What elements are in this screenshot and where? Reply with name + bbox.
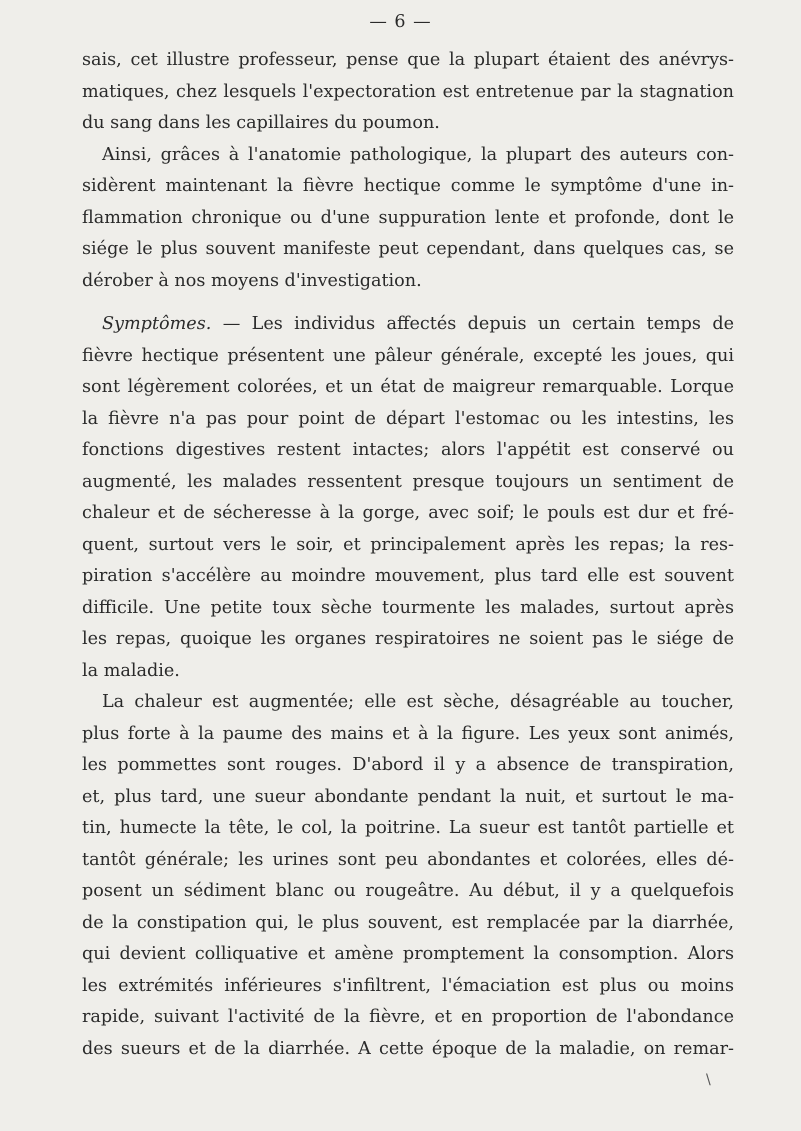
text-line: la maladie.	[82, 660, 180, 681]
text-line: dérober à nos moyens d'investigation.	[82, 270, 422, 291]
paragraph	[82, 45, 734, 140]
text-line: difficile. Une petite toux sèche tourmente les malades, surtout après	[82, 597, 734, 618]
text-line: rapide, suivant l'activité de la fièvre, et en proportion de l'abondance	[82, 1007, 734, 1027]
page-number: — 6 —	[369, 12, 432, 32]
paragraph	[82, 687, 734, 1065]
text-line: les repas, quoique les organes respiratoires ne soient pas le siége de	[82, 629, 734, 649]
text-line: siége le plus souvent manifeste peut cependant, dans quelques cas, se	[82, 239, 734, 259]
text-line: sais, cet illustre professeur, pense que la plupart étaient des anévrys-	[82, 50, 734, 70]
text-line: flammation chronique ou d'une suppuration lente et profonde, dont le	[82, 207, 734, 228]
text-line: les pommettes sont rouges. D'abord il y a absence de transpiration,	[82, 755, 734, 775]
text-line-rest: — Les individus affectés depuis un certain temps de	[211, 314, 734, 334]
text-line: fonctions digestives restent intactes; alors l'appétit est conservé ou	[82, 440, 734, 460]
text-line: augmenté, les malades ressentent presque toujours un sentiment de	[82, 471, 734, 492]
text-line: chaleur et de sécheresse à la gorge, avec soif; le pouls est dur et fré-	[82, 503, 734, 523]
text-line: plus forte à la paume des mains et à la figure. Les yeux sont animés,	[82, 723, 734, 744]
text-line: fièvre hectique présentent une pâleur générale, excepté les joues, qui	[82, 345, 734, 366]
text-line: posent un sédiment blanc ou rougeâtre. Au début, il y a quelquefois	[82, 881, 734, 901]
text-line: des sueurs et de la diarrhée. A cette époque de la maladie, on remar-	[82, 1038, 734, 1059]
text-line: matiques, chez lesquels l'expectoration est entretenue par la stagnation	[82, 81, 734, 102]
paragraph-gap	[82, 297, 734, 309]
text-line: de la constipation qui, le plus souvent, est remplacée par la diarrhée,	[82, 912, 734, 933]
text-line: les extrémités inférieures s'infiltrent, l'émaciation est plus ou moins	[82, 975, 734, 996]
text-line: piration s'accélère au moindre mouvement, plus tard elle est souvent	[82, 566, 734, 586]
text-line: quent, surtout vers le soir, et principalement après les repas; la res-	[82, 534, 734, 555]
text-line: sidèrent maintenant la fièvre hectique comme le symptôme d'une in-	[82, 176, 734, 196]
text-line: tin, humecte la tête, le col, la poitrine. La sueur est tantôt partielle et	[82, 818, 734, 838]
text-line: qui devient colliquative et amène promptement la consomption. Alors	[82, 944, 734, 964]
text-line: tantôt générale; les urines sont peu abondantes et colorées, elles dé-	[82, 849, 734, 870]
section-heading: Symptômes.	[102, 314, 212, 334]
stray-mark: \	[706, 1072, 711, 1088]
text-line: et, plus tard, une sueur abondante pendant la nuit, et surtout le ma-	[82, 786, 734, 807]
paragraph	[82, 309, 734, 687]
text-line: du sang dans les capillaires du poumon.	[82, 113, 440, 133]
text-line	[82, 309, 734, 341]
text-line: La chaleur est augmentée; elle est sèche, désagréable au toucher,	[102, 692, 734, 712]
body-text	[82, 45, 734, 1065]
text-line: Ainsi, grâces à l'anatomie pathologique, la plupart des auteurs con-	[102, 144, 734, 165]
paragraph	[82, 140, 734, 298]
text-line: la fièvre n'a pas pour point de départ l'estomac ou les intestins, les	[82, 408, 734, 429]
text-line: sont légèrement colorées, et un état de maigreur remarquable. Lorque	[82, 377, 734, 397]
